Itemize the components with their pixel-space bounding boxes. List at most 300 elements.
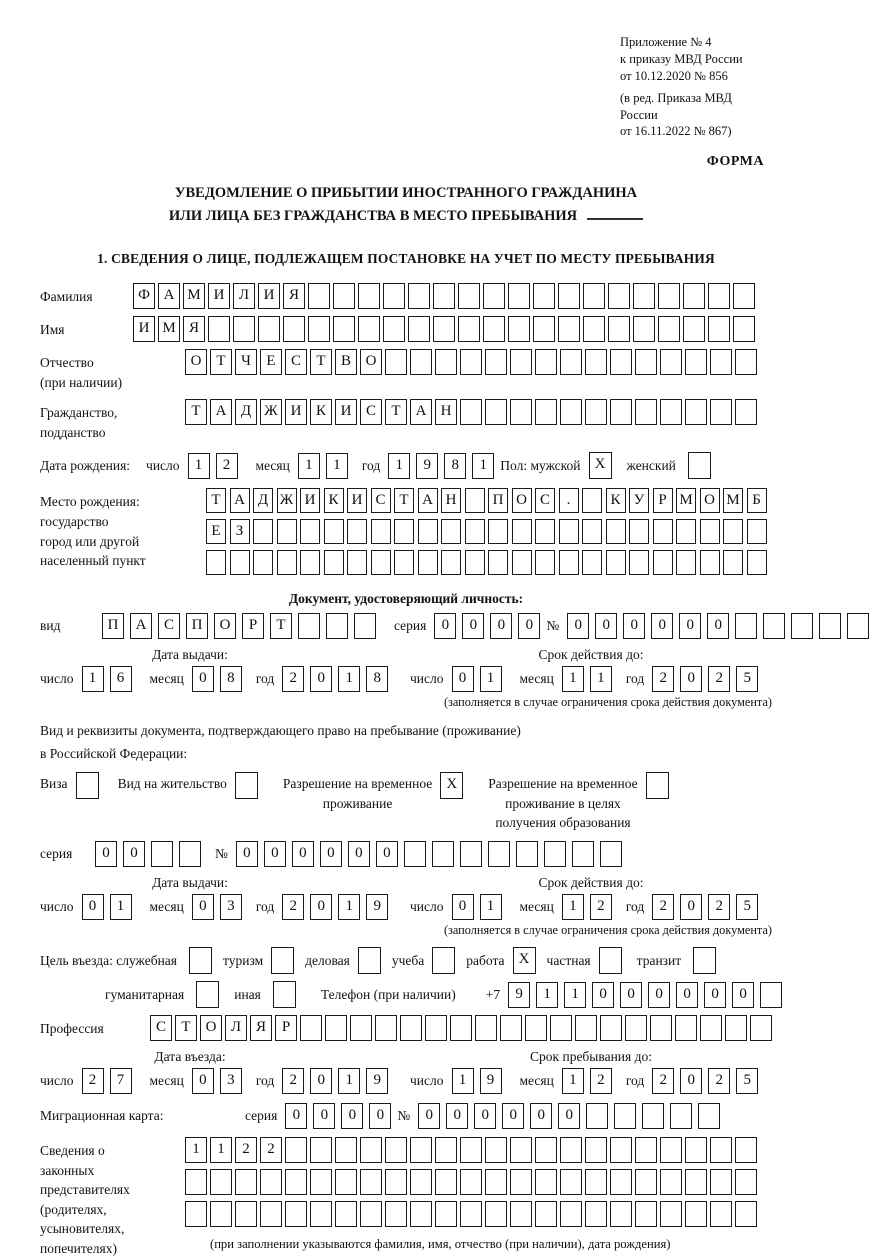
form-cell[interactable] <box>653 550 673 575</box>
form-cell[interactable] <box>408 316 430 342</box>
form-cell[interactable] <box>535 1137 557 1163</box>
form-cell[interactable]: Л <box>233 283 255 309</box>
form-cell[interactable] <box>333 283 355 309</box>
form-cell[interactable] <box>385 1201 407 1227</box>
form-cell[interactable] <box>300 550 320 575</box>
form-cell[interactable]: И <box>133 316 155 342</box>
form-cell[interactable] <box>324 519 344 544</box>
form-cell[interactable] <box>600 1015 622 1041</box>
form-cell[interactable]: 0 <box>680 666 702 692</box>
form-cell[interactable] <box>394 519 414 544</box>
form-cell[interactable] <box>510 1201 532 1227</box>
form-cell[interactable] <box>635 1201 657 1227</box>
form-cell[interactable] <box>533 316 555 342</box>
form-cell[interactable] <box>450 1015 472 1041</box>
form-cell[interactable]: 0 <box>341 1103 363 1129</box>
form-cell[interactable]: А <box>410 399 432 425</box>
form-cell[interactable]: 0 <box>236 841 258 867</box>
form-cell[interactable] <box>500 1015 522 1041</box>
form-cell[interactable] <box>560 349 582 375</box>
form-cell[interactable] <box>670 1103 692 1129</box>
form-cell[interactable]: У <box>629 488 649 513</box>
form-cell[interactable]: М <box>723 488 743 513</box>
form-cell[interactable] <box>277 519 297 544</box>
form-cell[interactable]: 1 <box>185 1137 207 1163</box>
form-cell[interactable] <box>326 613 348 639</box>
form-cell[interactable] <box>516 841 538 867</box>
form-cell[interactable] <box>535 1169 557 1195</box>
form-cell[interactable] <box>635 349 657 375</box>
form-cell[interactable]: Т <box>210 349 232 375</box>
form-cell[interactable] <box>324 550 344 575</box>
form-cell[interactable]: М <box>676 488 696 513</box>
form-cell[interactable] <box>535 399 557 425</box>
form-cell[interactable]: 0 <box>123 841 145 867</box>
form-cell[interactable]: 1 <box>210 1137 232 1163</box>
form-cell[interactable]: И <box>300 488 320 513</box>
form-cell[interactable]: Т <box>310 349 332 375</box>
form-cell[interactable]: Е <box>206 519 226 544</box>
form-cell[interactable] <box>708 283 730 309</box>
form-cell[interactable] <box>465 488 485 513</box>
form-cell[interactable] <box>535 519 555 544</box>
form-cell[interactable]: 0 <box>95 841 117 867</box>
form-cell[interactable] <box>441 550 461 575</box>
form-cell[interactable]: Т <box>175 1015 197 1041</box>
form-cell[interactable] <box>675 1015 697 1041</box>
form-cell[interactable] <box>253 550 273 575</box>
form-cell[interactable]: 1 <box>110 894 132 920</box>
form-cell[interactable] <box>560 1201 582 1227</box>
form-cell[interactable] <box>700 519 720 544</box>
form-cell[interactable] <box>676 519 696 544</box>
form-cell[interactable]: 1 <box>480 894 502 920</box>
form-cell[interactable] <box>685 399 707 425</box>
form-cell[interactable] <box>510 399 532 425</box>
form-cell[interactable]: А <box>158 283 180 309</box>
form-cell[interactable] <box>512 550 532 575</box>
form-cell[interactable] <box>347 550 367 575</box>
form-cell[interactable]: К <box>310 399 332 425</box>
form-cell[interactable] <box>76 772 99 799</box>
form-cell[interactable] <box>235 1201 257 1227</box>
form-cell[interactable]: 0 <box>680 894 702 920</box>
form-cell[interactable] <box>460 349 482 375</box>
form-cell[interactable] <box>358 283 380 309</box>
form-cell[interactable]: Ф <box>133 283 155 309</box>
form-cell[interactable]: 1 <box>338 894 360 920</box>
form-cell[interactable]: 0 <box>313 1103 335 1129</box>
form-cell[interactable]: X <box>589 452 612 479</box>
form-cell[interactable]: 0 <box>707 613 729 639</box>
form-cell[interactable]: 2 <box>216 453 238 479</box>
form-cell[interactable] <box>189 947 212 974</box>
form-cell[interactable]: 0 <box>82 894 104 920</box>
form-cell[interactable]: С <box>158 613 180 639</box>
form-cell[interactable] <box>610 1201 632 1227</box>
form-cell[interactable] <box>308 316 330 342</box>
form-cell[interactable]: 8 <box>366 666 388 692</box>
form-cell[interactable]: Т <box>394 488 414 513</box>
form-cell[interactable]: С <box>150 1015 172 1041</box>
form-cell[interactable] <box>206 550 226 575</box>
form-cell[interactable] <box>614 1103 636 1129</box>
form-cell[interactable] <box>646 772 669 799</box>
form-cell[interactable] <box>625 1015 647 1041</box>
form-cell[interactable]: Е <box>260 349 282 375</box>
form-cell[interactable] <box>525 1015 547 1041</box>
form-cell[interactable] <box>400 1015 422 1041</box>
form-cell[interactable]: 0 <box>369 1103 391 1129</box>
form-cell[interactable]: Р <box>242 613 264 639</box>
form-cell[interactable]: 0 <box>530 1103 552 1129</box>
form-cell[interactable] <box>185 1169 207 1195</box>
form-cell[interactable]: А <box>230 488 250 513</box>
form-cell[interactable]: 8 <box>444 453 466 479</box>
form-cell[interactable]: Я <box>183 316 205 342</box>
form-cell[interactable] <box>735 1137 757 1163</box>
form-cell[interactable] <box>410 1137 432 1163</box>
form-cell[interactable]: 0 <box>676 982 698 1008</box>
form-cell[interactable] <box>458 283 480 309</box>
form-cell[interactable] <box>819 613 841 639</box>
form-cell[interactable] <box>735 1169 757 1195</box>
form-cell[interactable] <box>460 1137 482 1163</box>
form-cell[interactable]: З <box>230 519 250 544</box>
form-cell[interactable]: 0 <box>518 613 540 639</box>
form-cell[interactable] <box>676 550 696 575</box>
form-cell[interactable] <box>253 519 273 544</box>
form-cell[interactable] <box>558 283 580 309</box>
form-cell[interactable] <box>629 550 649 575</box>
form-cell[interactable] <box>750 1015 772 1041</box>
form-cell[interactable] <box>653 519 673 544</box>
form-cell[interactable] <box>723 519 743 544</box>
form-cell[interactable] <box>660 399 682 425</box>
form-cell[interactable]: 2 <box>260 1137 282 1163</box>
form-cell[interactable] <box>488 519 508 544</box>
form-cell[interactable]: 2 <box>652 666 674 692</box>
form-cell[interactable] <box>585 1137 607 1163</box>
form-cell[interactable]: О <box>214 613 236 639</box>
form-cell[interactable]: 0 <box>348 841 370 867</box>
form-cell[interactable] <box>383 316 405 342</box>
form-cell[interactable] <box>559 550 579 575</box>
form-cell[interactable] <box>347 519 367 544</box>
form-cell[interactable] <box>847 613 869 639</box>
form-cell[interactable]: 0 <box>567 613 589 639</box>
form-cell[interactable] <box>698 1103 720 1129</box>
form-cell[interactable] <box>763 613 785 639</box>
form-cell[interactable]: 1 <box>338 666 360 692</box>
form-cell[interactable]: 0 <box>558 1103 580 1129</box>
form-cell[interactable]: 2 <box>652 1068 674 1094</box>
form-cell[interactable] <box>635 1137 657 1163</box>
form-cell[interactable] <box>371 519 391 544</box>
form-cell[interactable] <box>510 1169 532 1195</box>
form-cell[interactable]: Т <box>185 399 207 425</box>
form-cell[interactable]: 3 <box>220 1068 242 1094</box>
form-cell[interactable] <box>660 1201 682 1227</box>
form-cell[interactable] <box>300 1015 322 1041</box>
form-cell[interactable]: С <box>371 488 391 513</box>
form-cell[interactable]: 0 <box>320 841 342 867</box>
form-cell[interactable]: П <box>186 613 208 639</box>
form-cell[interactable]: А <box>418 488 438 513</box>
form-cell[interactable] <box>260 1201 282 1227</box>
form-cell[interactable]: О <box>360 349 382 375</box>
form-cell[interactable] <box>460 1169 482 1195</box>
form-cell[interactable] <box>230 550 250 575</box>
form-cell[interactable]: Т <box>270 613 292 639</box>
form-cell[interactable]: 0 <box>474 1103 496 1129</box>
form-cell[interactable] <box>635 399 657 425</box>
form-cell[interactable]: 7 <box>110 1068 132 1094</box>
form-cell[interactable]: 0 <box>651 613 673 639</box>
form-cell[interactable] <box>410 1201 432 1227</box>
form-cell[interactable] <box>660 1137 682 1163</box>
form-cell[interactable] <box>488 550 508 575</box>
form-cell[interactable] <box>208 316 230 342</box>
form-cell[interactable] <box>371 550 391 575</box>
form-cell[interactable] <box>404 841 426 867</box>
form-cell[interactable] <box>735 349 757 375</box>
form-cell[interactable]: О <box>512 488 532 513</box>
form-cell[interactable]: Я <box>250 1015 272 1041</box>
form-cell[interactable] <box>510 1137 532 1163</box>
form-cell[interactable]: 9 <box>416 453 438 479</box>
form-cell[interactable] <box>610 1137 632 1163</box>
form-cell[interactable] <box>585 1201 607 1227</box>
form-cell[interactable]: М <box>183 283 205 309</box>
form-cell[interactable] <box>271 947 294 974</box>
form-cell[interactable] <box>735 1201 757 1227</box>
form-cell[interactable] <box>747 519 767 544</box>
form-cell[interactable] <box>310 1137 332 1163</box>
form-cell[interactable]: Р <box>275 1015 297 1041</box>
form-cell[interactable] <box>710 349 732 375</box>
form-cell[interactable] <box>485 349 507 375</box>
form-cell[interactable] <box>585 1169 607 1195</box>
form-cell[interactable] <box>435 1201 457 1227</box>
form-cell[interactable] <box>460 841 482 867</box>
form-cell[interactable]: Р <box>653 488 673 513</box>
form-cell[interactable]: 0 <box>732 982 754 1008</box>
form-cell[interactable]: В <box>335 349 357 375</box>
form-cell[interactable] <box>354 613 376 639</box>
form-cell[interactable]: 0 <box>192 894 214 920</box>
form-cell[interactable] <box>358 947 381 974</box>
form-cell[interactable] <box>488 841 510 867</box>
form-cell[interactable]: И <box>347 488 367 513</box>
form-cell[interactable] <box>575 1015 597 1041</box>
form-cell[interactable]: 2 <box>282 1068 304 1094</box>
form-cell[interactable]: 8 <box>220 666 242 692</box>
form-cell[interactable]: 1 <box>388 453 410 479</box>
form-cell[interactable] <box>710 399 732 425</box>
form-cell[interactable] <box>273 981 296 1008</box>
form-cell[interactable] <box>235 772 258 799</box>
form-cell[interactable]: 1 <box>472 453 494 479</box>
form-cell[interactable]: X <box>440 772 463 799</box>
form-cell[interactable]: 2 <box>708 666 730 692</box>
form-cell[interactable]: С <box>285 349 307 375</box>
form-cell[interactable] <box>747 550 767 575</box>
form-cell[interactable]: 0 <box>679 613 701 639</box>
form-cell[interactable]: Д <box>253 488 273 513</box>
form-cell[interactable] <box>475 1015 497 1041</box>
form-cell[interactable]: 9 <box>366 1068 388 1094</box>
form-cell[interactable] <box>685 1169 707 1195</box>
form-cell[interactable] <box>360 1137 382 1163</box>
form-cell[interactable]: П <box>488 488 508 513</box>
form-cell[interactable] <box>535 1201 557 1227</box>
form-cell[interactable] <box>310 1201 332 1227</box>
form-cell[interactable] <box>535 349 557 375</box>
form-cell[interactable]: 0 <box>310 1068 332 1094</box>
form-cell[interactable] <box>550 1015 572 1041</box>
form-cell[interactable] <box>410 349 432 375</box>
form-cell[interactable] <box>432 841 454 867</box>
form-cell[interactable] <box>385 349 407 375</box>
form-cell[interactable]: А <box>130 613 152 639</box>
form-cell[interactable] <box>608 316 630 342</box>
form-cell[interactable]: 0 <box>376 841 398 867</box>
form-cell[interactable] <box>710 1137 732 1163</box>
form-cell[interactable] <box>285 1169 307 1195</box>
form-cell[interactable] <box>629 519 649 544</box>
form-cell[interactable] <box>325 1015 347 1041</box>
form-cell[interactable]: И <box>285 399 307 425</box>
form-cell[interactable] <box>610 399 632 425</box>
form-cell[interactable]: О <box>700 488 720 513</box>
form-cell[interactable]: К <box>606 488 626 513</box>
form-cell[interactable]: 2 <box>590 1068 612 1094</box>
form-cell[interactable] <box>335 1201 357 1227</box>
form-cell[interactable]: 2 <box>708 1068 730 1094</box>
form-cell[interactable] <box>285 1137 307 1163</box>
form-cell[interactable] <box>512 519 532 544</box>
form-cell[interactable]: 1 <box>480 666 502 692</box>
form-cell[interactable] <box>708 316 730 342</box>
form-cell[interactable] <box>485 399 507 425</box>
form-cell[interactable] <box>360 1201 382 1227</box>
form-cell[interactable] <box>658 283 680 309</box>
form-cell[interactable] <box>608 283 630 309</box>
form-cell[interactable]: 0 <box>462 613 484 639</box>
form-cell[interactable] <box>508 283 530 309</box>
form-cell[interactable] <box>735 613 757 639</box>
form-cell[interactable]: 2 <box>652 894 674 920</box>
form-cell[interactable]: И <box>258 283 280 309</box>
form-cell[interactable] <box>385 1137 407 1163</box>
form-cell[interactable] <box>433 283 455 309</box>
form-cell[interactable] <box>660 1169 682 1195</box>
form-cell[interactable]: 1 <box>338 1068 360 1094</box>
form-cell[interactable]: С <box>535 488 555 513</box>
form-cell[interactable] <box>635 1169 657 1195</box>
form-cell[interactable]: М <box>158 316 180 342</box>
form-cell[interactable]: 2 <box>708 894 730 920</box>
form-cell[interactable] <box>441 519 461 544</box>
form-cell[interactable]: 0 <box>285 1103 307 1129</box>
form-cell[interactable]: 0 <box>192 666 214 692</box>
form-cell[interactable]: 5 <box>736 666 758 692</box>
form-cell[interactable]: . <box>559 488 579 513</box>
form-cell[interactable] <box>685 1201 707 1227</box>
form-cell[interactable] <box>360 1169 382 1195</box>
form-cell[interactable]: Т <box>206 488 226 513</box>
form-cell[interactable]: 0 <box>648 982 670 1008</box>
form-cell[interactable] <box>233 316 255 342</box>
form-cell[interactable] <box>642 1103 664 1129</box>
form-cell[interactable] <box>235 1169 257 1195</box>
form-cell[interactable] <box>418 550 438 575</box>
form-cell[interactable]: 0 <box>452 666 474 692</box>
form-cell[interactable]: 2 <box>590 894 612 920</box>
form-cell[interactable] <box>408 283 430 309</box>
form-cell[interactable] <box>683 283 705 309</box>
form-cell[interactable] <box>151 841 173 867</box>
form-cell[interactable] <box>485 1201 507 1227</box>
form-cell[interactable]: 0 <box>502 1103 524 1129</box>
form-cell[interactable] <box>465 519 485 544</box>
form-cell[interactable] <box>485 1169 507 1195</box>
form-cell[interactable] <box>210 1169 232 1195</box>
form-cell[interactable]: 0 <box>595 613 617 639</box>
form-cell[interactable] <box>544 841 566 867</box>
form-cell[interactable] <box>700 550 720 575</box>
form-cell[interactable] <box>196 981 219 1008</box>
form-cell[interactable]: 2 <box>282 894 304 920</box>
form-cell[interactable]: Ж <box>277 488 297 513</box>
form-cell[interactable] <box>435 349 457 375</box>
form-cell[interactable] <box>650 1015 672 1041</box>
form-cell[interactable]: 9 <box>480 1068 502 1094</box>
form-cell[interactable]: 2 <box>235 1137 257 1163</box>
form-cell[interactable] <box>298 613 320 639</box>
form-cell[interactable]: 6 <box>110 666 132 692</box>
form-cell[interactable]: 5 <box>736 1068 758 1094</box>
form-cell[interactable] <box>308 283 330 309</box>
form-cell[interactable] <box>508 316 530 342</box>
form-cell[interactable] <box>394 550 414 575</box>
form-cell[interactable] <box>510 349 532 375</box>
form-cell[interactable] <box>791 613 813 639</box>
form-cell[interactable] <box>310 1169 332 1195</box>
form-cell[interactable] <box>358 316 380 342</box>
form-cell[interactable] <box>658 316 680 342</box>
form-cell[interactable]: 1 <box>326 453 348 479</box>
form-cell[interactable]: Ч <box>235 349 257 375</box>
form-cell[interactable] <box>533 283 555 309</box>
form-cell[interactable] <box>583 283 605 309</box>
form-cell[interactable] <box>483 316 505 342</box>
form-cell[interactable]: 2 <box>282 666 304 692</box>
form-cell[interactable]: Я <box>283 283 305 309</box>
form-cell[interactable] <box>435 1137 457 1163</box>
form-cell[interactable]: Ж <box>260 399 282 425</box>
form-cell[interactable]: 9 <box>508 982 530 1008</box>
form-cell[interactable]: 3 <box>220 894 242 920</box>
form-cell[interactable] <box>735 399 757 425</box>
form-cell[interactable] <box>425 1015 447 1041</box>
form-cell[interactable]: 1 <box>452 1068 474 1094</box>
form-cell[interactable]: 0 <box>592 982 614 1008</box>
form-cell[interactable] <box>335 1169 357 1195</box>
form-cell[interactable] <box>277 550 297 575</box>
form-cell[interactable] <box>210 1201 232 1227</box>
